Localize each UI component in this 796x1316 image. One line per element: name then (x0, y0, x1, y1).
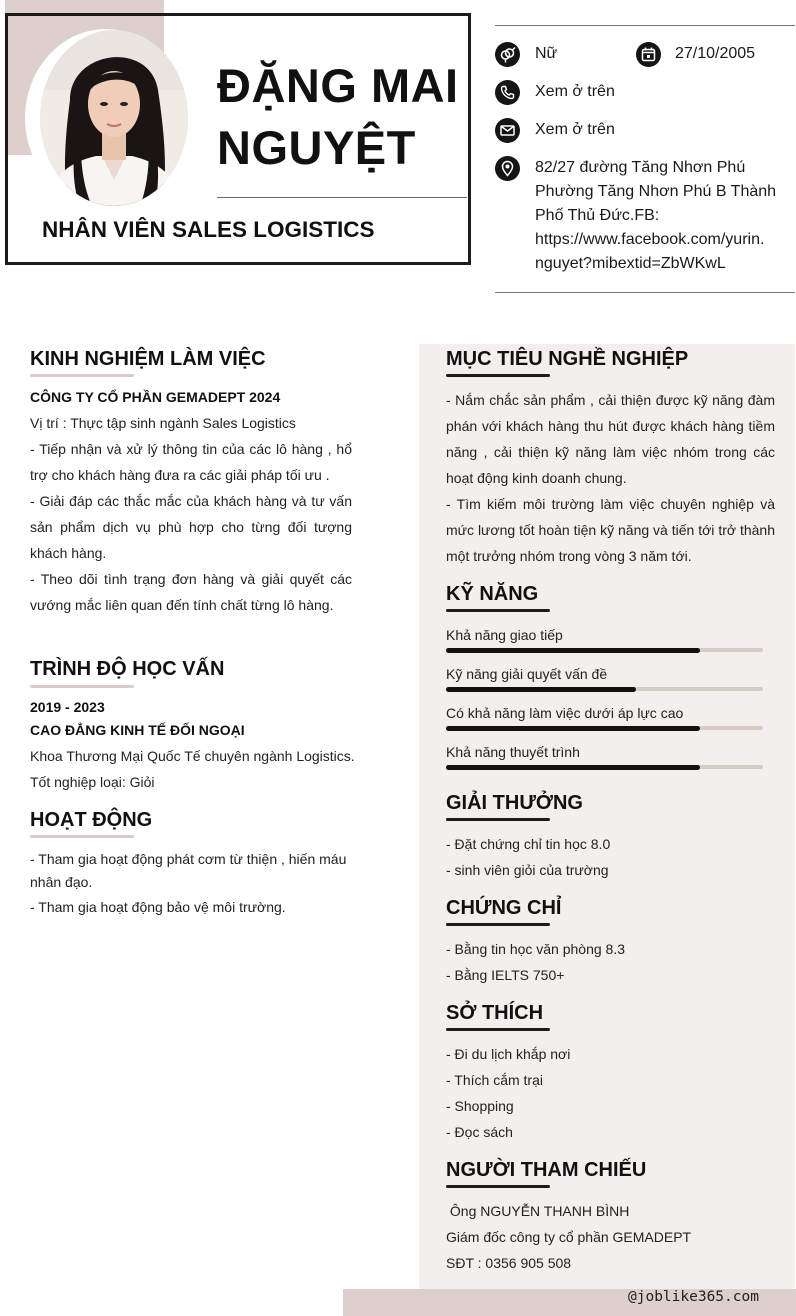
calendar-icon (636, 42, 661, 67)
gender-value: Nữ (535, 45, 558, 62)
skill-bar-track (446, 765, 763, 769)
gender-icon (495, 42, 520, 67)
skill-label: Khả năng giao tiếp (446, 627, 563, 643)
objective-paragraph: - Nắm chắc sản phẩm , cải thiện được kỹ năng đàm phán với khách hàng thu hút được khách hàng tiềm năng , cải thiện kỹ năng làm việc nhóm trong các hoạt động kinh doanh chung. (446, 392, 775, 486)
address-value (535, 156, 790, 276)
hobby-item: - Đọc sách (446, 1124, 513, 1140)
name-line-1: ĐẶNG MAI (217, 59, 459, 112)
skill-label: Khả năng thuyết trình (446, 744, 580, 760)
experience-item: - Tiếp nhận và xử lý thông tin của các lô hàng , hổ trợ cho khách hàng đưa ra các giải pháp tối ưu . (30, 441, 352, 483)
certificate-item: - Bằng IELTS 750+ (446, 967, 565, 983)
activity-item: - Tham gia hoạt động phát cơm từ thiện , hiến máu nhân đạo. (30, 851, 347, 890)
address-line: 82/27 đường Tăng Nhơn Phú (535, 159, 746, 176)
education-underline (30, 685, 134, 688)
contact-divider-bottom (495, 292, 795, 293)
skills-heading: KỸ NĂNG (446, 583, 539, 605)
experience-item: - Giải đáp các thắc mắc của khách hàng và tư vấn sản phẩm dịch vụ phù hợp cho từng đối tượng khách hàng. (30, 493, 352, 561)
phone-icon (495, 80, 520, 105)
address-line: Phố Thủ Đức.FB: (535, 207, 660, 224)
objective-paragraph: - Tìm kiếm môi trường làm việc chuyên nghiệp và mức lương tốt hoàn tiện kỹ năng và tiến tới trở thành một trưởng nhóm trong vòng 3 năm tới. (446, 496, 775, 564)
certificates-heading: CHỨNG CHỈ (446, 897, 562, 919)
address-line: Phường Tăng Nhơn Phú B Thành (535, 183, 777, 200)
email-value: Xem ở trên (535, 121, 615, 138)
candidate-name (217, 55, 462, 179)
skill-label: Kỹ năng giải quyết vấn đề (446, 666, 608, 682)
objective-underline (446, 374, 550, 377)
birthday-value: 27/10/2005 (675, 45, 756, 62)
experience-underline (30, 374, 134, 377)
reference-name: Ông NGUYỄN THANH BÌNH (446, 1203, 630, 1219)
hobbies-heading: SỞ THÍCH (446, 1002, 544, 1024)
job-title: NHÂN VIÊN SALES LOGISTICS (42, 217, 375, 242)
award-item: - sinh viên giỏi của trường (446, 862, 609, 878)
hobbies-underline (446, 1028, 550, 1031)
objective-heading: MỤC TIÊU NGHỀ NGHIỆP (446, 348, 689, 370)
experience-item: - Theo dõi tình trạng đơn hàng và giải quyết các vướng mắc liên quan đến tính chất từng lô hàng. (30, 571, 352, 613)
reference-role: Giám đốc công ty cổ phần GEMADEPT (446, 1229, 692, 1245)
hobby-item: - Shopping (446, 1098, 514, 1114)
education-heading: TRÌNH ĐỘ HỌC VẤN (30, 658, 225, 680)
activity-item: - Tham gia hoạt động bảo vệ môi trường. (30, 899, 286, 915)
skills-underline (446, 609, 550, 612)
reference-heading: NGƯỜI THAM CHIẾU (446, 1159, 647, 1181)
certificates-underline (446, 923, 550, 926)
skill-bar-track (446, 687, 763, 691)
location-icon (495, 156, 520, 181)
experience-company: CÔNG TY CỔ PHẦN GEMADEPT 2024 (30, 389, 281, 405)
phone-value: Xem ở trên (535, 83, 615, 100)
skill-bar-track (446, 648, 763, 652)
activities-underline (30, 835, 134, 838)
awards-underline (446, 818, 550, 821)
education-major: Khoa Thương Mại Quốc Tế chuyên ngành Logistics. (30, 748, 355, 764)
hobby-item: - Thích cắm trại (446, 1072, 543, 1088)
footer-watermark: @joblike365.com (628, 1289, 759, 1305)
name-divider (217, 197, 467, 198)
skill-bar-fill (446, 687, 636, 692)
certificate-item: - Bằng tin học văn phòng 8.3 (446, 941, 626, 957)
hobby-item: - Đi du lịch khắp nơi (446, 1046, 571, 1062)
contact-divider-top (495, 25, 795, 26)
skill-bar-fill (446, 648, 700, 653)
experience-position: Vị trí : Thực tập sinh ngành Sales Logistics (30, 415, 296, 431)
email-icon (495, 118, 520, 143)
name-line-2: NGUYỆT (217, 121, 416, 174)
skill-label: Có khả năng làm việc dưới áp lực cao (446, 705, 684, 721)
skill-bar-fill (446, 765, 700, 770)
profile-photo (40, 30, 188, 206)
skill-bar-fill (446, 726, 700, 731)
education-grade: Tốt nghiệp loại: Giỏi (30, 774, 155, 790)
education-school: CAO ĐẲNG KINH TẾ ĐỐI NGOẠI (30, 722, 245, 738)
facebook-link[interactable]: https://www.facebook.com/yurin. (535, 231, 765, 248)
awards-heading: GIẢI THƯỞNG (446, 792, 583, 814)
reference-phone: SĐT : 0356 905 508 (446, 1255, 572, 1271)
award-item: - Đặt chứng chỉ tin học 8.0 (446, 836, 611, 852)
reference-underline (446, 1185, 550, 1188)
skill-bar-track (446, 726, 763, 730)
facebook-link[interactable]: nguyet?mibextid=ZbWKwL (535, 255, 726, 272)
activities-heading: HOẠT ĐỘNG (30, 809, 153, 831)
education-years: 2019 - 2023 (30, 699, 105, 715)
experience-heading: KINH NGHIỆM LÀM VIỆC (30, 348, 266, 370)
